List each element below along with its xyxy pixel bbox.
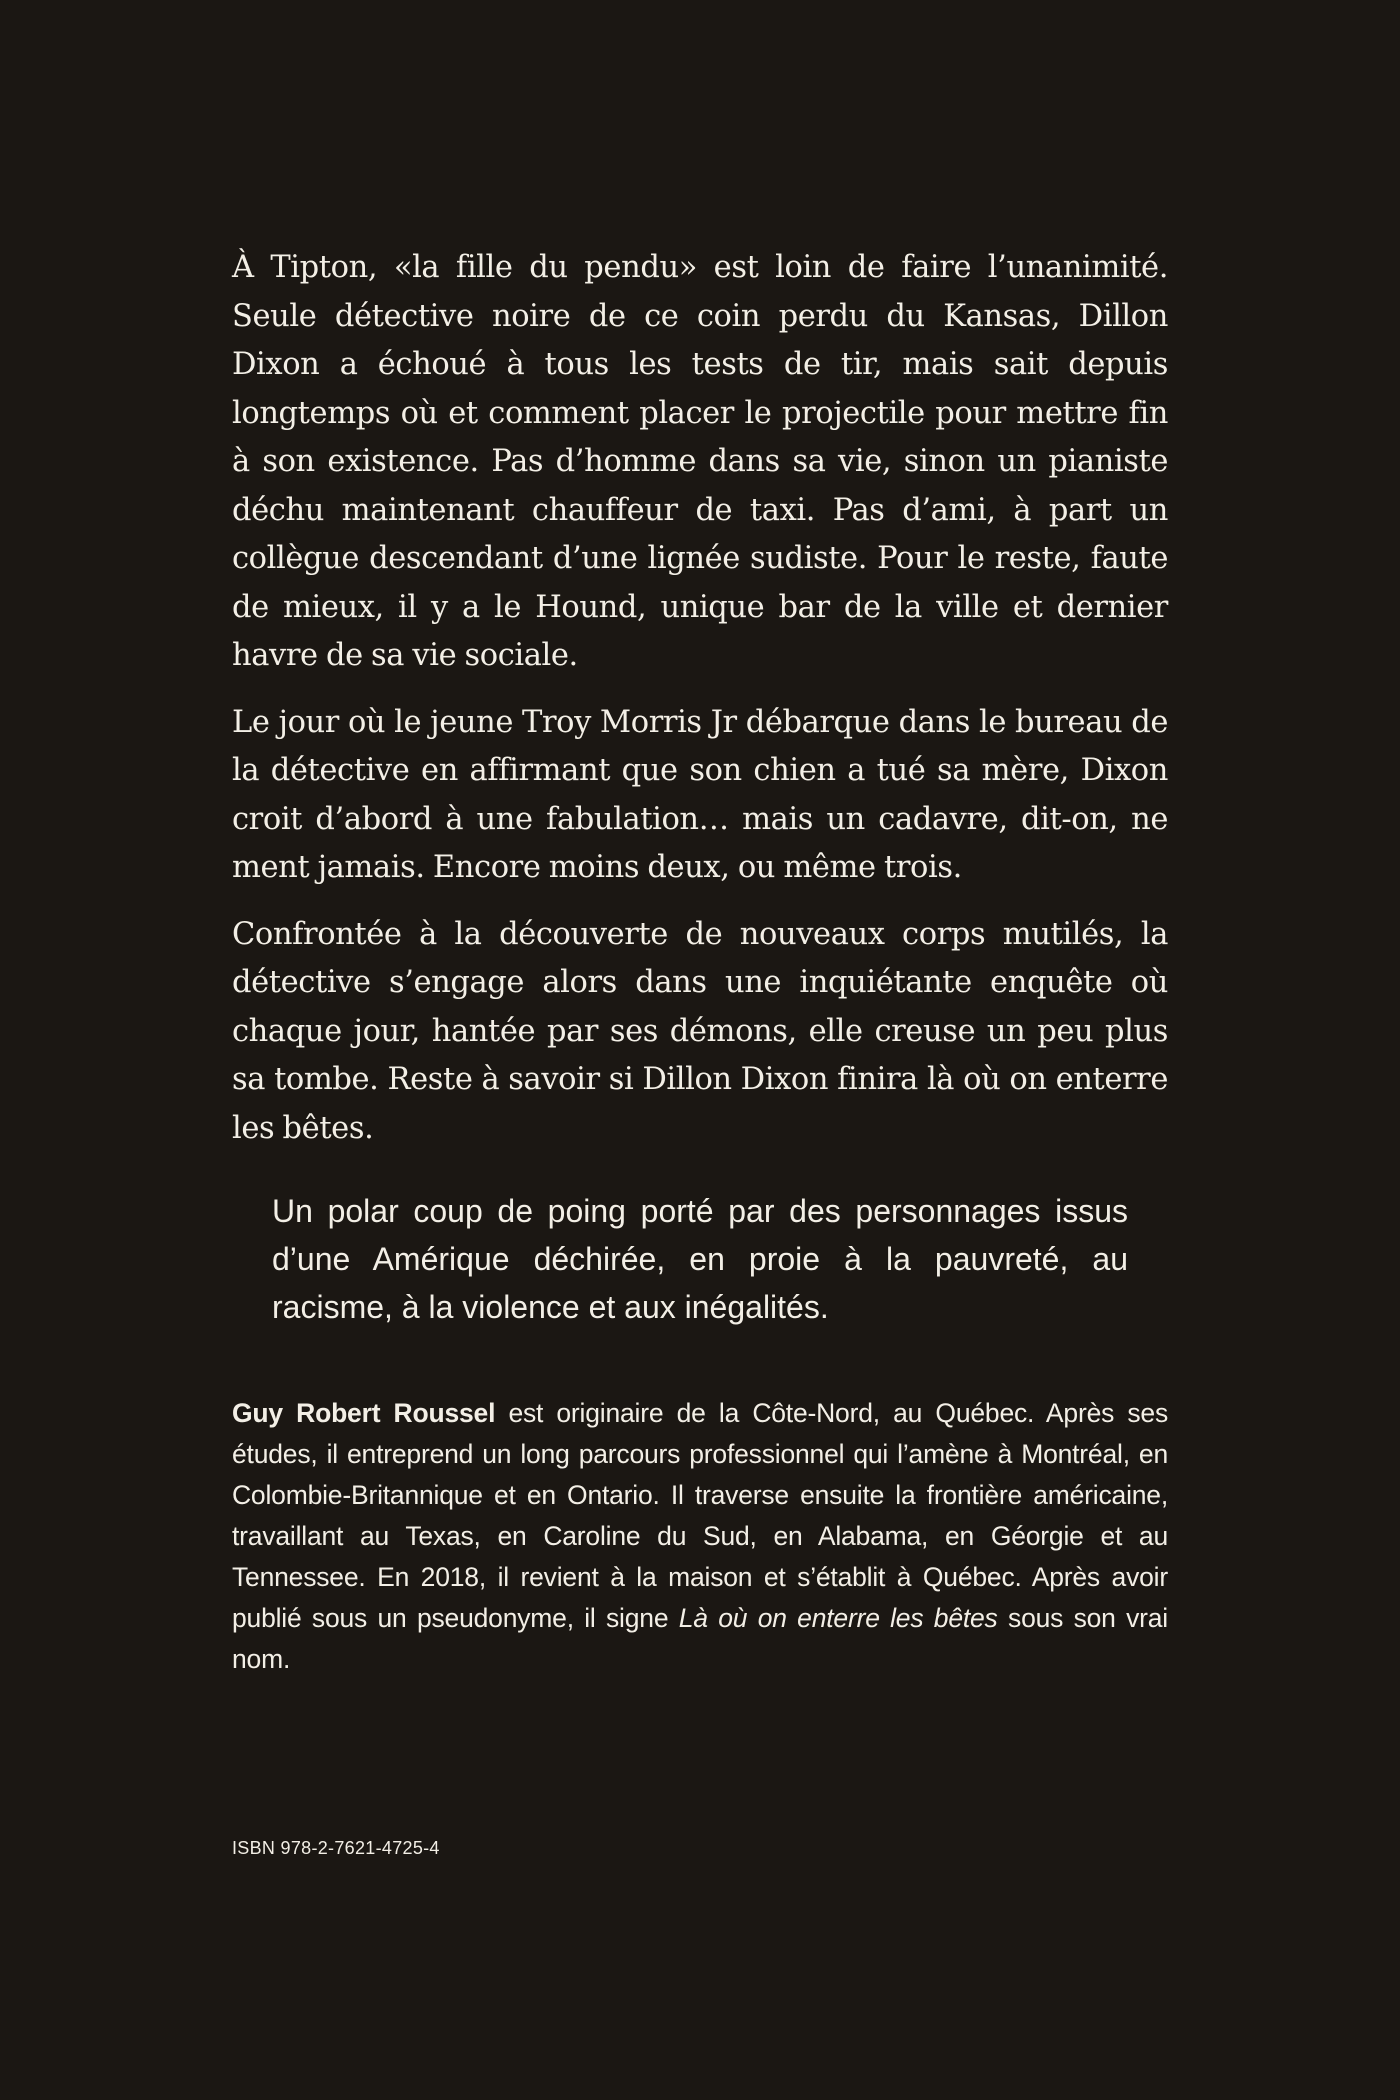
bio-text-2: sous son vrai nom.	[232, 1603, 1168, 1674]
bio-text-1: est originaire de la Côte-Nord, au Québec. Après ses études, il entreprend un long parcours professionnel qui l’amène à Montréal, en Colombie-Britannique et en Ontario. Il traverse ensuite la frontière américaine, travaillant au Texas, en Caroline du Sud, en Alabama, en Géorgie et au Tennessee. En 2018, il revient à la maison et s’établit à Québec. Après avoir publié sous un pseudonyme, il signe	[232, 1398, 1169, 1633]
synopsis-paragraph-1: À Tipton, «la fille du pendu» est loin de faire l’unanimité. Seule détective noire de ce coin perdu du Kansas, Dillon Dixon a échoué à tous les tests de tir, mais sait depuis longtemps où et comment placer le projectile pour mettre fin à son existence. Pas d’homme dans sa vie, sinon un pianiste déchu maintenant chauffeur de taxi. Pas d’ami, à part un collègue descendant d’une lignée sudiste. Pour le reste, faute de mieux, il y a le Hound, unique bar de la ville et dernier havre de sa vie sociale.	[232, 250, 1168, 673]
synopsis-paragraph-2: Le jour où le jeune Troy Morris Jr débarque dans le bureau de la détective en affirmant que son chien a tué sa mère, Dixon croit d’abord à une fabulation… mais un cadavre, dit-on, ne ment jamais. Encore moins deux, ou même trois.	[232, 704, 1168, 885]
synopsis	[232, 244, 1168, 1171]
isbn: ISBN 978-2-7621-4725-4	[232, 1838, 440, 1858]
author-bio	[232, 1393, 1168, 1680]
tagline: Un polar coup de poing porté par des personnages issus d’une Amérique déchirée, en proie à la pauvreté, au racisme, à la violence et aux inégalités.	[272, 1193, 1128, 1325]
synopsis-paragraph-3: Confrontée à la découverte de nouveaux corps mutilés, la détective s’engage alors dans une inquiétante enquête où chaque jour, hantée par ses démons, elle creuse un peu plus sa tombe. Reste à savoir si Dillon Dixon finira là où on enterre les bêtes.	[232, 916, 1168, 1146]
author-name: Guy Robert Roussel	[232, 1398, 496, 1428]
book-title: Là où on enterre les bêtes	[678, 1603, 998, 1633]
